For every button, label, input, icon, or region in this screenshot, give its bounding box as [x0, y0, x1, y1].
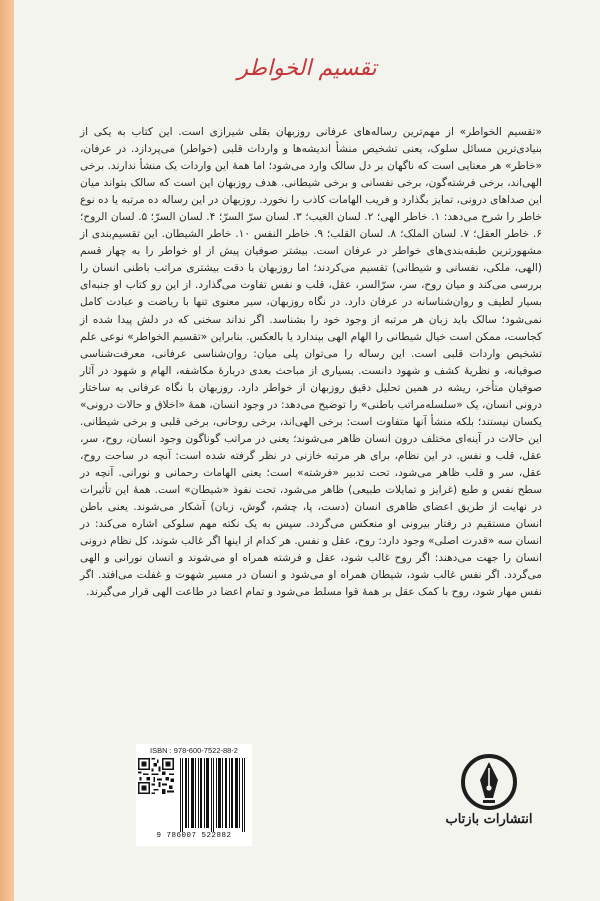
- fountain-pen-nib-logo-icon: [458, 754, 520, 812]
- back-cover: [14, 0, 600, 901]
- book-description: «تقسیم الخواطر» از مهم‌ترین رساله‌های عرفانی روزبهان بقلی شیرازی است. این کتاب به یکی از بنیادی‌ترین مسائل سلوک، یعنی تشخیص منشأ اندیشه‌ها و واردات قلبی (خواطر) می‌پردازد. در عرفان، «خاطر» هر معنایی است که ناگهان بر دل سالک وارد می‌شود؛ اما همهٔ این واردات یک منشأ ندارند. برخی الهی‌اند، برخی فرشته‌گون، برخی نفسانی و برخی شیطانی. هدف روزبهان این است که سالک بتواند میان این صداهای درونی، تمایز بگذارد و فریب الهامات کاذب را نخورد. روزبهان در این رساله ده مرتبه یا ده نوع خاطر را شرح می‌دهد: ۱. خاطر الهی؛ ۲. لسان الغیب؛ ۳. لسان سرّ السرّ؛ ۴. لسان السرّ؛ ۵. لسان الروح؛ ۶. خاطر العقل؛ ۷. لسان الملک؛ ۸. لسان القلب؛ ۹. خاطر النفس ۱۰. خاطر الشیطان. این تقسیم‌بندی از مشهورترین طبقه‌بندی‌های خواطر در عرفان است. بیشتر صوفیان پیش از او خواطر را به چهار قسم (الهی، ملکی، نفسانی و شیطانی) تقسیم می‌کردند؛ اما روزبهان با دقت بیشتری مراتب باطنی انسان را بررسی می‌کند و میان روح، سر، سرّالسر، عقل، قلب و نفس تفاوت می‌گذارد. از این رو کتاب او جنبه‌ای بسیار لطیف و روان‌شناسانه در عرفان دارد. در نگاه روزبهان، سیر معنوی تنها با ریاضت و عبادت کامل نمی‌شود؛ سالک باید زبان هر مرتبه از وجود خود را بشناسد. اگر نداند سخنی که در دلش پیدا شده از کجاست، ممکن است خیال شیطانی را الهام الهی بپندارد یا بالعکس. بنابراین «تقسیم الخواطر» نوعی علم تشخیص واردات قلبی است. این رساله را می‌توان پلی میان: روان‌شناسی عرفانی، معرفت‌شناسی صوفیانه، و نظریهٔ کشف و شهود دانست. بسیاری از مباحث بعدی دربارهٔ مکاشفه، الهام و شهود در آثار صوفیان متأخر، ریشه در همین تحلیل دقیق روزبهان از خواطر دارد. روزبهان با نگاه عرفانی به ساختار درونی انسان، یک «سلسله‌مراتب باطنی» را توضیح می‌دهد: در وجود انسان، همهٔ «اخلاق و حالات درونی» یکسان نیستند؛ بلکه منشأ آنها متفاوت است: برخی الهی‌اند، برخی روحانی، برخی قلبی و برخی شیطانی. این حالات در آینه‌ای مختلف درون انسان ظاهر می‌شوند؛ یعنی در مراتب گوناگون وجود انسان، روح، سر، عقل، قلب و نفس. در این نظام، برای هر مرتبه خازنی در نظر گرفته شده است: آنچه در ساحت روح، عقل، سر و قلب ظاهر می‌شود، تحت تدبیر «فرشته» است؛ یعنی الهامات رحمانی و نورانی. آنچه در سطح نفس و طبع (غرایز و تمایلات طبیعی) ظاهر می‌شود، تحت نفوذ «شیطان» است. همهٔ این تأثیرات در نهایت از طریق اعضای ظاهری انسان (دست، پا، چشم، گوش، زبان) آشکار می‌شوند. یعنی باطن انسان مستقیم در رفتار بیرونی او منعکس می‌گردد. سپس به یک نکته مهم سلوکی اشاره می‌کند: در انسان سه «قدرت اصلی» وجود دارد: روح، عقل و نفس. هر کدام از اینها اگر غالب شوند، کل نظام درونی انسان را جهت می‌دهند: اگر روح غالب شود، عقل و فرشته همراه او می‌شوند و انسان نورانی و الهی می‌گردد. اگر نفس غالب شود، شیطان همراه او می‌شود و انسان در مسیر شهوت و غفلت می‌افتد. اگر نفس مهار شود، روح با کمک عقل بر همهٔ قوا مسلط می‌شود و تمام اعضا در طاعت الهی قرار می‌گیرند.: [80, 126, 542, 599]
- book-title: تقسیم الخواطر: [237, 56, 377, 81]
- isbn-block: [136, 744, 252, 846]
- book-spine: [0, 0, 14, 901]
- barcode-number: 9 786007 522882: [156, 832, 232, 840]
- publisher-name: انتشارات بازتاب: [445, 812, 533, 827]
- isbn-label: ISBN : 978-600-7522-88-2: [150, 746, 238, 755]
- qr-code-icon: [138, 758, 174, 794]
- barcode-icon: [178, 758, 250, 832]
